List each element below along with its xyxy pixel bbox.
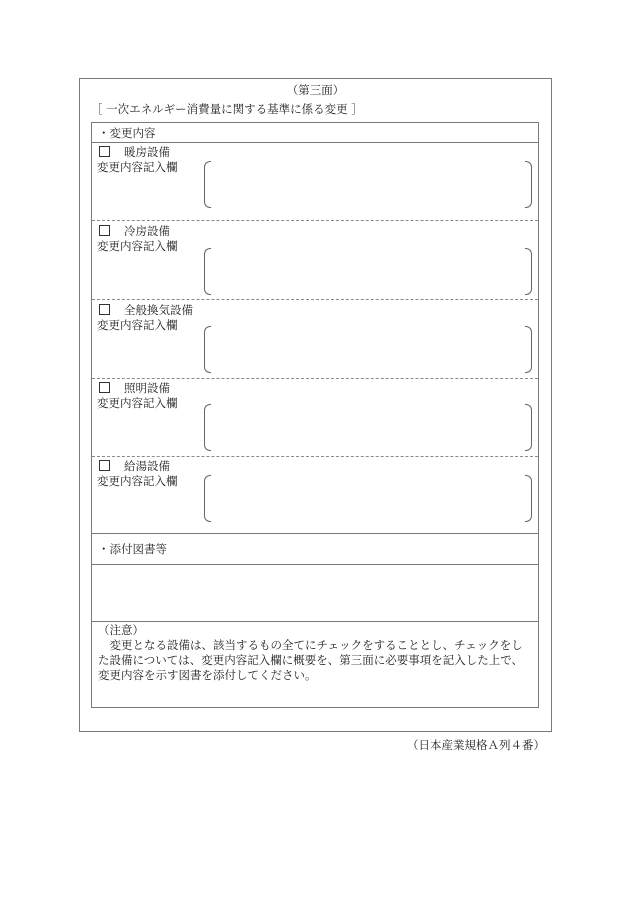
- checkbox-icon[interactable]: [99, 382, 110, 393]
- bracket-right-icon: [525, 161, 532, 208]
- item-heating: [92, 142, 538, 221]
- checkbox-icon[interactable]: [99, 304, 110, 315]
- change-content-header: [92, 123, 538, 143]
- hot-water-checkbox[interactable]: [99, 458, 170, 474]
- item-name: 照明設備: [124, 381, 170, 395]
- lighting-checkbox[interactable]: [99, 380, 170, 396]
- field-label: 変更内容記入欄: [97, 318, 178, 332]
- bracket-left-icon: [204, 248, 211, 295]
- item-name: 全般換気設備: [124, 303, 193, 317]
- form-table: [91, 122, 539, 708]
- item-hot-water: [92, 456, 538, 534]
- note-section: [98, 623, 532, 683]
- field-label: 変更内容記入欄: [97, 474, 178, 488]
- cooling-checkbox[interactable]: [99, 223, 170, 239]
- bracket-right-icon: [525, 475, 532, 522]
- bracket-right-icon: [525, 326, 532, 373]
- checkbox-icon[interactable]: [99, 460, 110, 471]
- bracket-left-icon: [204, 475, 211, 522]
- divider: [92, 621, 538, 622]
- item-name: 給湯設備: [124, 459, 170, 473]
- change-content-header-label: ・変更内容: [98, 126, 156, 140]
- attachments-header: ・添付図書等: [98, 542, 167, 556]
- bracket-right-icon: [525, 404, 532, 451]
- note-body: 変更となる設備は、該当するもの全てにチェックをすることとし、チェックをした設備については、変更内容記入欄に概要を、第三面に必要事項を記入した上で、変更内容を示す図書を添付してください。: [98, 638, 524, 682]
- checkbox-icon[interactable]: [99, 225, 110, 236]
- attachments-field[interactable]: [92, 565, 538, 620]
- item-cooling: [92, 221, 538, 300]
- ventilation-checkbox[interactable]: [99, 302, 193, 318]
- field-label: 変更内容記入欄: [97, 239, 178, 253]
- item-ventilation: [92, 300, 538, 379]
- item-lighting: [92, 378, 538, 457]
- bracket-left-icon: [204, 326, 211, 373]
- heating-checkbox[interactable]: [99, 144, 170, 160]
- item-name: 冷房設備: [124, 224, 170, 238]
- note-title: （注意）: [98, 623, 144, 637]
- page-label: （第三面）: [286, 83, 345, 97]
- checkbox-icon[interactable]: [99, 146, 110, 157]
- bracket-right-icon: [525, 248, 532, 295]
- paper-size-footer: （日本産業規格Ａ列４番）: [407, 738, 545, 752]
- section-title: ［ 一次エネルギー消費量に関する基準に係る変更 ］: [91, 102, 363, 116]
- field-label: 変更内容記入欄: [97, 160, 178, 174]
- bracket-left-icon: [204, 161, 211, 208]
- divider: [92, 533, 538, 534]
- field-label: 変更内容記入欄: [97, 396, 178, 410]
- bracket-left-icon: [204, 404, 211, 451]
- item-name: 暖房設備: [124, 145, 170, 159]
